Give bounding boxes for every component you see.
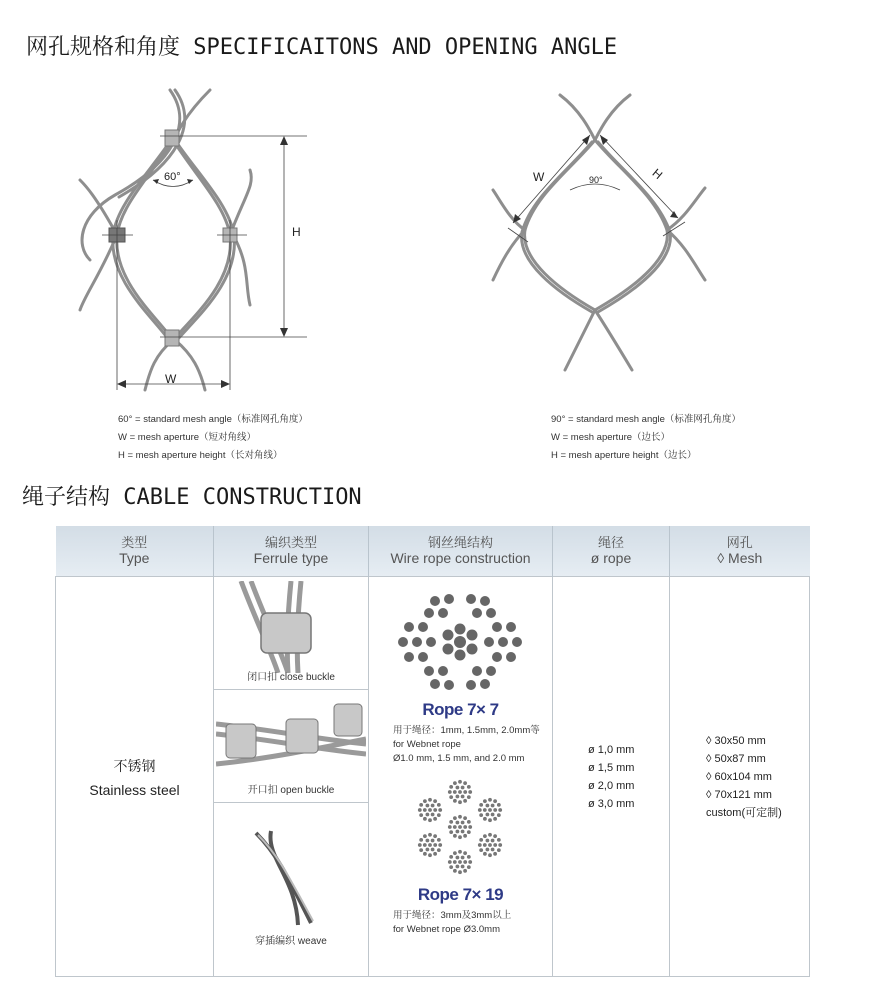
section-title-en: CABLE CONSTRUCTION	[123, 485, 362, 510]
h-dimension-label-right: H	[649, 165, 666, 183]
rope-diameter-list	[553, 741, 669, 813]
type-en: Stainless steel	[89, 781, 180, 798]
table-row	[56, 577, 810, 977]
type-cn: 不锈钢	[113, 758, 156, 775]
list-item: ø 1,5 mm	[588, 761, 635, 774]
angle-60-label: 60°	[164, 171, 181, 183]
ferrule-caption: 穿插编织 weave	[255, 936, 327, 947]
mesh-custom: custom(可定制)	[706, 806, 782, 819]
legend-right	[551, 411, 741, 465]
mesh-size-list	[670, 732, 809, 822]
header-ferrule-type: 编织类型 Ferrule type	[214, 526, 369, 577]
list-item: ◊ 70x121 mm	[706, 788, 772, 801]
rope-7x7-title: Rope 7× 7	[422, 700, 499, 719]
section-title-specifications	[26, 30, 617, 61]
w-dimension-label: W	[165, 372, 177, 386]
open-buckle-image	[216, 694, 366, 786]
legend-item: 60° = standard mesh angle（标准网孔角度）	[118, 414, 308, 425]
open-buckle-item	[214, 690, 368, 803]
rope-7x19-note: 用于绳径：3mm及3mm以上 for Webnet rope Ø3.0mm	[393, 910, 512, 935]
list-item: ◊ 50x87 mm	[706, 752, 766, 765]
legend-item: H = mesh aperture height（边长）	[551, 450, 697, 461]
weave-item	[214, 803, 368, 953]
cable-construction-table	[55, 526, 810, 977]
mesh-60-diagram	[75, 85, 325, 395]
mesh-cell	[670, 577, 810, 977]
mesh-90-diagram	[490, 90, 710, 375]
wire-rope-cell	[369, 577, 553, 977]
legend-item: W = mesh aperture（边长）	[551, 432, 671, 443]
section-title-cable	[22, 480, 362, 511]
legend-item: H = mesh aperture height（长对角线）	[118, 450, 283, 461]
legend-item: 90° = standard mesh angle（标准网孔角度）	[551, 414, 741, 425]
section-title-cn: 绳子结构	[22, 485, 111, 510]
close-buckle-item	[214, 577, 368, 690]
h-dimension-label: H	[292, 225, 301, 239]
angle-90-label: 90°	[589, 175, 603, 185]
list-item: ø 3,0 mm	[588, 797, 635, 810]
weave-image	[216, 813, 366, 933]
header-rope-diameter: 绳径 ø rope	[553, 526, 670, 577]
header-type: 类型 Type	[56, 526, 214, 577]
rope-7x19-cross-section	[369, 770, 551, 885]
type-cell	[56, 577, 214, 977]
list-item: ◊ 30x50 mm	[706, 734, 766, 747]
w-dimension-label-right: W	[533, 170, 545, 184]
table-header-row	[56, 526, 810, 577]
header-mesh: 网孔 ◊ Mesh	[670, 526, 810, 577]
ferrule-caption: 开口扣 open buckle	[247, 785, 335, 796]
header-wire-rope: 钢丝绳结构 Wire rope construction	[369, 526, 553, 577]
rope-7x19-title: Rope 7× 19	[417, 885, 504, 904]
list-item: ø 1,0 mm	[588, 743, 635, 756]
rope-7x7-note: 用于绳径：1mm, 1.5mm, 2.0mm等 for Webnet rope Ø1.0 mm, 1.5 mm, and 2.0 mm	[393, 725, 540, 764]
section-title-en: SPECIFICAITONS AND OPENING ANGLE	[193, 35, 618, 60]
legend-item: W = mesh aperture（短对角线）	[118, 432, 257, 443]
list-item: ø 2,0 mm	[588, 779, 635, 792]
rope-7x7-cross-section	[369, 585, 551, 700]
section-title-cn: 网孔规格和角度	[26, 35, 181, 60]
ferrule-cell	[214, 577, 369, 977]
list-item: ◊ 60x104 mm	[706, 770, 772, 783]
rope-diameter-cell	[553, 577, 670, 977]
close-buckle-image	[216, 581, 366, 673]
legend-left	[118, 411, 308, 465]
ferrule-caption: 闭口扣 close buckle	[247, 672, 335, 683]
